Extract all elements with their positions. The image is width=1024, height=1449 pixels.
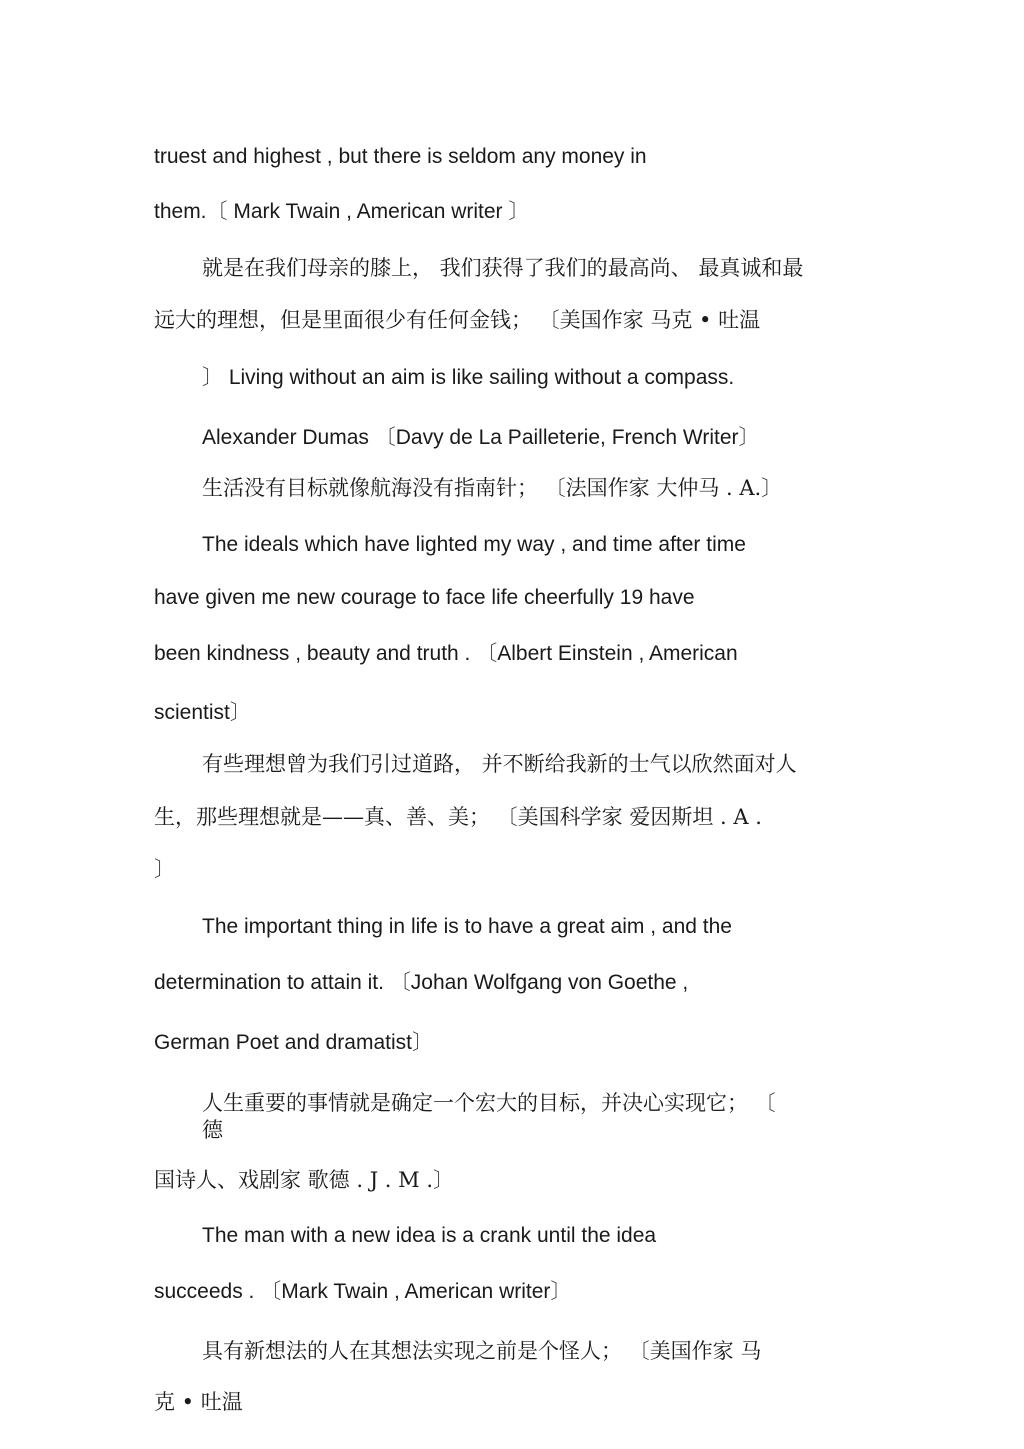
text-line-content: 远大的理想，但是里面很少有任何金钱； 〔美国作家 马克 • 吐温 [154,308,761,332]
text-line [154,1166,454,1194]
text-line [202,364,734,392]
text-line [154,1388,243,1416]
text-line-content: 具有新想法的人在其想法实现之前是个怪人； 〔美国作家 马 [202,1339,762,1363]
text-line-content: scientist〕 [154,701,251,724]
text-line [154,1278,571,1306]
text-line [202,531,746,559]
text-line [202,1116,223,1144]
text-line-content: them.〔 Mark Twain , American writer 〕 [154,200,530,223]
text-line-content: been kindness , beauty and truth . 〔Albert Einstein , American [154,642,738,665]
text-line-content: 人生重要的事情就是确定一个宏大的目标，并决心实现它； 〔 [202,1091,776,1115]
text-line-content: have given me new courage to face life cheerfully 19 have [154,586,695,609]
text-line-content: The ideals which have lighted my way , and time after time [202,533,746,556]
text-line [202,750,797,778]
text-line-content: determination to attain it. 〔Johan Wolfgang von Goethe , [154,971,689,994]
text-line [154,198,529,226]
text-line-content: 国诗人、戏剧家 歌德 . J . M .〕 [154,1168,454,1192]
text-line [202,474,782,502]
text-line-content: succeeds . 〔Mark Twain , American writer〕 [154,1280,572,1303]
text-line [202,254,803,282]
text-line [154,143,866,171]
text-line-content: 〕 Living without an aim is like sailing without a compass. [202,366,735,389]
text-line [202,1337,761,1365]
text-line-content: Alexander Dumas 〔Davy de La Pailleterie, French Writer〕 [202,426,760,449]
text-line-content: truest and highest , but there is seldom any money in [154,145,647,168]
text-line-content: 德 [202,1118,223,1142]
text-line [154,803,762,831]
text-line-content: The important thing in life is to have a great aim , and the [202,915,732,938]
text-line-content: 有些理想曾为我们引过道路， 并不断给我新的士气以欣然面对人 [202,752,797,776]
text-line [202,424,760,452]
text-line [154,640,738,668]
text-line-content: The man with a new idea is a crank until the idea [202,1224,657,1247]
text-line [154,855,175,883]
text-line [154,306,760,334]
text-line-content: 克 • 吐温 [154,1390,243,1414]
text-line [202,1222,656,1250]
text-line [154,969,688,997]
text-line-content: 生活没有目标就像航海没有指南针； 〔法国作家 大仲马 . A.〕 [202,476,783,500]
text-line [154,1029,433,1057]
text-line [202,913,732,941]
text-line [154,584,695,612]
text-line [154,699,251,727]
text-line-content: German Poet and dramatist〕 [154,1031,433,1054]
text-line-content: 生，那些理想就是——真、善、美； 〔美国科学家 爱因斯坦 . A . [154,805,762,829]
text-line-content: 〕 [154,857,175,881]
text-line [202,1089,776,1117]
text-line-content: 就是在我们母亲的膝上， 我们获得了我们的最高尚、 最真诚和最 [202,256,804,280]
